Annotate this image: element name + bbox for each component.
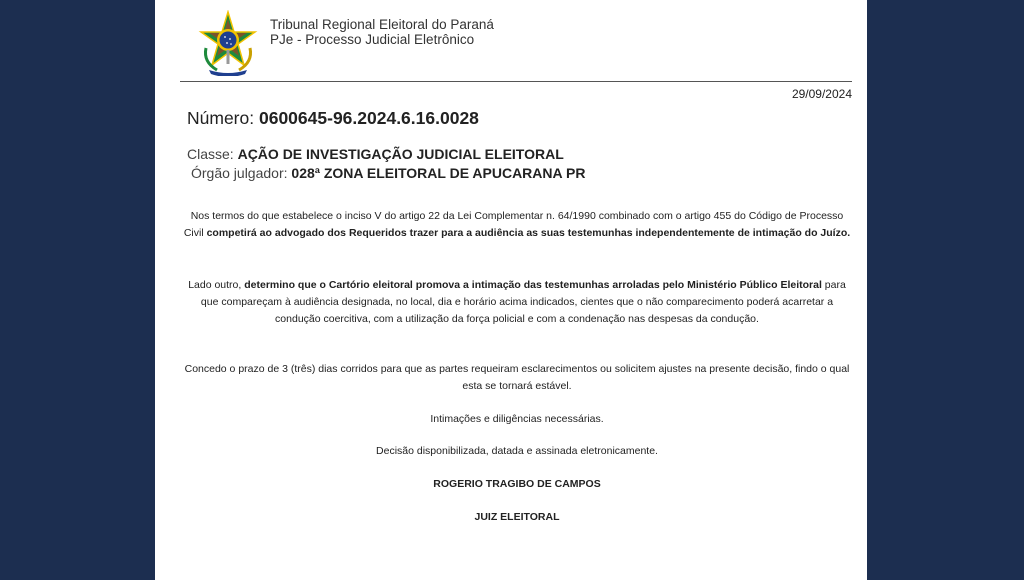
p2-plain-b: para que compareçam à audiência designada, no local, dia e horário acima indicados, cientes que o não comparecimento poderá acarretar a condução coercitiva, com a utilização da força policial e com a condenação nas despesas da condução. <box>200 279 846 325</box>
numero-label: Número: <box>187 108 255 128</box>
signer-name: ROGERIO TRAGIBO DE CAMPOS <box>433 478 601 490</box>
paragraph-5: Decisão disponibilizada, datada e assinada eletronicamente. <box>376 445 658 457</box>
p1-bold: competirá ao advogado dos Requeridos trazer para a audiência as suas testemunhas independentemente de intimação do Juízo. <box>206 227 851 239</box>
p2-bold: determino que o Cartório eleitoral promova a intimação das testemunhas arroladas pelo Ministério Público Eleitoral <box>244 279 822 291</box>
case-number <box>187 108 479 129</box>
paragraph-4: Intimações e diligências necessárias. <box>430 413 604 425</box>
orgao-label: Órgão julgador: <box>191 165 288 181</box>
paragraph-2 <box>183 277 851 328</box>
classe-value: AÇÃO DE INVESTIGAÇÃO JUDICIAL ELEITORAL <box>237 146 564 162</box>
orgao-value: 028ª ZONA ELEITORAL DE APUCARANA PR <box>291 165 586 181</box>
classe-label: Classe: <box>187 146 234 162</box>
court-name: Tribunal Regional Eleitoral do Paraná <box>270 17 494 32</box>
document-date: 29/09/2024 <box>791 87 852 101</box>
system-name: PJe - Processo Judicial Eletrônico <box>270 32 475 47</box>
paragraph-3: Concedo o prazo de 3 (três) dias corridos para que as partes requeiram esclarecimentos ou solicitem ajustes na presente decisão, findo o qual esta se tornará estável. <box>184 363 850 392</box>
case-class <box>187 146 564 162</box>
paragraph-1 <box>183 208 851 242</box>
document-page <box>155 0 867 580</box>
p1-plain: Nos termos do que estabelece o inciso V do artigo 22 da Lei Complementar n. 64/1990 combinado com o artigo 455 do Código de Processo Civil <box>183 210 844 239</box>
p2-plain-a: Lado outro, <box>188 279 245 291</box>
brazil-coat-of-arms-icon <box>197 10 259 76</box>
header-divider <box>180 81 852 82</box>
judging-body <box>191 165 585 181</box>
numero-value: 0600645-96.2024.6.16.0028 <box>258 108 479 128</box>
signer-title: JUIZ ELEITORAL <box>474 511 560 523</box>
